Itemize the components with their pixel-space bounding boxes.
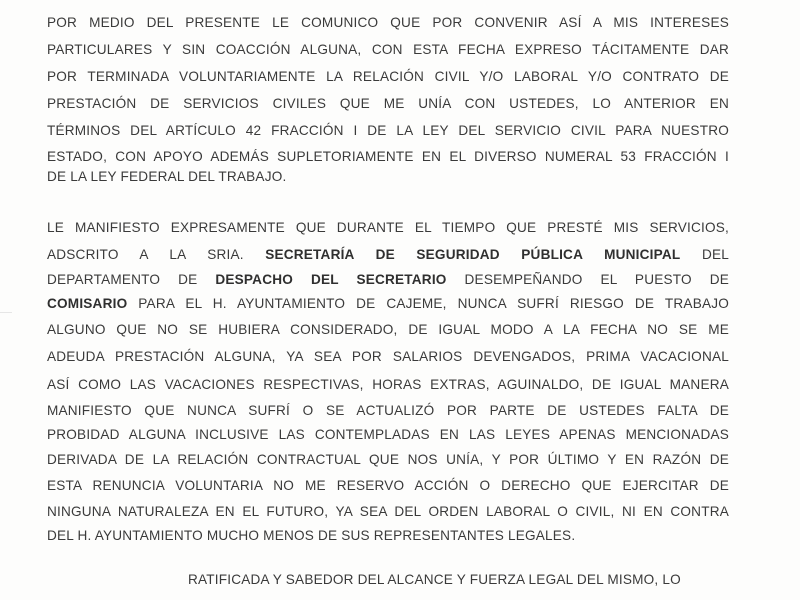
- paragraph-2-line-10: DERIVADA DE LA RELACIÓN CONTRACTUAL QUE NOS UNÍA, Y POR ÚLTIMO Y EN RAZÓN DE: [47, 452, 729, 467]
- paragraph-1-line-1: POR MEDIO DEL PRESENTE LE COMUNICO QUE POR CONVENIR ASÍ A MIS INTERESES: [47, 15, 729, 30]
- paragraph-1-line-6: ESTADO, CON APOYO ADEMÁS SUPLETORIAMENTE EN EL DIVERSO NUMERAL 53 FRACCIÓN I: [47, 149, 729, 164]
- puesto-suffix: PARA EL H. AYUNTAMIENTO DE CAJEME, NUNCA SUFRÍ RIESGO DE TRABAJO: [127, 296, 729, 311]
- departamento-prefix: DEPARTAMENTO DE: [47, 272, 216, 287]
- paragraph-1-line-2: PARTICULARES Y SIN COACCIÓN ALGUNA, CON ESTA FECHA EXPRESO TÁCITAMENTE DAR: [47, 42, 729, 57]
- departamento-name: DESPACHO DEL SECRETARIO: [215, 272, 447, 287]
- paragraph-2-line-3: [47, 273, 729, 287]
- paragraph-2-line-5: ALGUNO QUE NO SE HUBIERA CONSIDERADO, DE IGUAL MODO A LA FECHA NO SE ME: [47, 322, 729, 337]
- paragraph-2-line-6: ADEUDA PRESTACIÓN ALGUNA, YA SEA POR SALARIOS DEVENGADOS, PRIMA VACACIONAL: [47, 349, 729, 364]
- paragraph-2-line-8: MANIFIESTO QUE NUNCA SUFRÍ O SE ACTUALIZÓ POR PARTE DE USTEDES FALTA DE: [47, 403, 729, 418]
- paragraph-1-line-7: DE LA LEY FEDERAL DEL TRABAJO.: [47, 169, 287, 184]
- paragraph-1-line-4: PRESTACIÓN DE SERVICIOS CIVILES QUE ME UNÍA CON USTEDES, LO ANTERIOR EN: [47, 96, 729, 111]
- paragraph-2-line-12: NINGUNA NATURALEZA EN EL FUTURO, YA SEA DEL ORDEN LABORAL O CIVIL, NI EN CONTRA: [47, 504, 729, 519]
- secretaria-name: SECRETARÍA DE SEGURIDAD PÚBLICA MUNICIPAL: [265, 247, 681, 262]
- paragraph-1-line-3: POR TERMINADA VOLUNTARIAMENTE LA RELACIÓN CIVIL Y/O LABORAL Y/O CONTRATO DE: [47, 69, 729, 84]
- paragraph-2-line-11: ESTA RENUNCIA VOLUNTARIA NO ME RESERVO ACCIÓN O DERECHO QUE EJERCITAR DE: [47, 478, 729, 493]
- adscripcion-suffix: DEL: [680, 247, 729, 262]
- paragraph-2-line-2: [47, 248, 729, 262]
- adscripcion-prefix: ADSCRITO A LA SRIA.: [47, 247, 266, 262]
- paragraph-2-line-13: DEL H. AYUNTAMIENTO MUCHO MENOS DE SUS REPRESENTANTES LEGALES.: [47, 528, 576, 543]
- departamento-suffix: DESEMPEÑANDO EL PUESTO DE: [446, 272, 730, 287]
- paragraph-3-line-1: RATIFICADA Y SABEDOR DEL ALCANCE Y FUERZA LEGAL DEL MISMO, LO: [188, 572, 681, 587]
- paragraph-1-line-5: TÉRMINOS DEL ARTÍCULO 42 FRACCIÓN I DE LA LEY DEL SERVICIO CIVIL PARA NUESTRO: [47, 123, 729, 138]
- puesto-name: COMISARIO: [47, 296, 128, 311]
- paragraph-2-line-7: ASÍ COMO LAS VACACIONES RESPECTIVAS, HORAS EXTRAS, AGUINALDO, DE IGUAL MANERA: [47, 377, 729, 392]
- paragraph-2-line-1: LE MANIFIESTO EXPRESAMENTE QUE DURANTE EL TIEMPO QUE PRESTÉ MIS SERVICIOS,: [47, 220, 729, 235]
- scan-edge-mark: [0, 312, 12, 313]
- paragraph-2-line-4: [47, 297, 729, 311]
- paragraph-2-line-9: PROBIDAD ALGUNA INCLUSIVE LAS CONTEMPLADAS EN LAS LEYES APENAS MENCIONADAS: [47, 427, 729, 442]
